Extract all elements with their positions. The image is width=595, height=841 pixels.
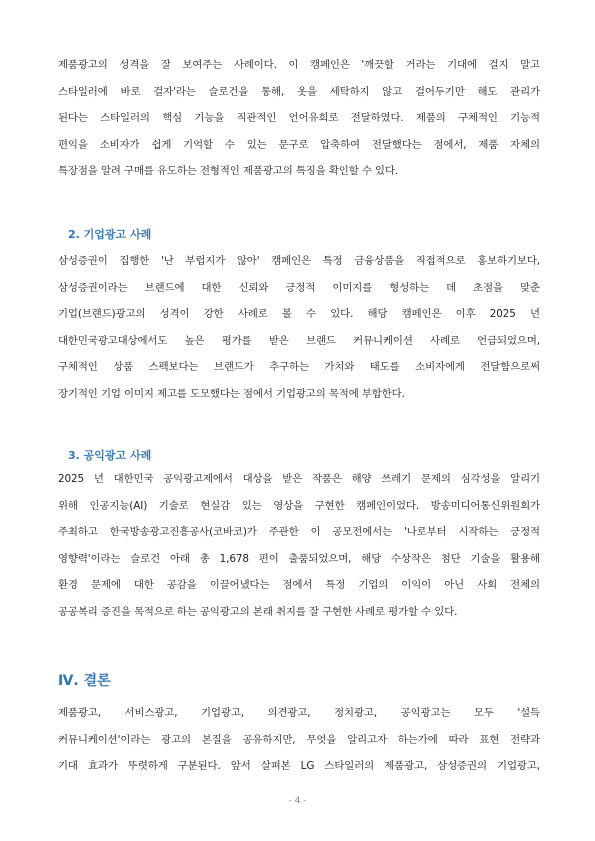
text-line: 기대 효과가 뚜렷하게 구분된다. 앞서 살펴본 LG 스타일러의 제품광고, 삼성증권의 기업광고, bbox=[58, 760, 540, 772]
text-line: 삼성증권이라는 브랜드에 대한 신뢰와 긍정적 이미지를 형성하는 데 초점을 맞춘 bbox=[58, 281, 540, 294]
text-line: 공공복리 증진을 목적으로 하는 공익광고의 본래 취지를 잘 구현한 사례로 평가할 수 있다. bbox=[58, 605, 458, 618]
text-line: 장기적인 기업 이미지 제고를 도모했다는 점에서 기업광고의 목적에 부합한다. bbox=[58, 387, 405, 400]
text-line: 삼성증권이 집행한 '난 부럽지가 않아' 캠페인은 특정 금융상품을 직접적으로 홍보하기보다, bbox=[58, 255, 540, 267]
paragraph-product-ad-example bbox=[58, 52, 540, 185]
page-number: - 4 - bbox=[288, 796, 307, 806]
chapter-heading-conclusion: Ⅳ. 결론 bbox=[58, 673, 111, 689]
section-heading-corporate-ad: 2. 기업광고 사례 bbox=[68, 228, 152, 241]
section-heading-public-service-ad: 3. 공익광고 사례 bbox=[68, 449, 152, 462]
text-line: 스타일러에 바로 걸자'라는 슬로건을 통해, 옷을 세탁하지 않고 걸어두기만 해도 관리가 bbox=[58, 85, 540, 98]
paragraph-corporate-ad bbox=[58, 248, 540, 407]
text-line: 구체적인 상품 스펙보다는 브랜드가 추구하는 가치와 태도를 소비자에게 전달함으로써 bbox=[58, 361, 540, 373]
paragraph-conclusion bbox=[58, 700, 540, 780]
text-line: 된다는 스타일러의 핵심 기능을 직관적인 언어유희로 전달하였다. 제품의 구체적인 기능적 bbox=[58, 112, 540, 124]
text-line: 제품광고, 서비스광고, 기업광고, 의견광고, 정치광고, 공익광고는 모두 '설득 bbox=[58, 707, 540, 719]
text-line: 환경 문제에 대한 공감을 이끌어냈다는 점에서 특정 기업의 이익이 아닌 사회 전체의 bbox=[58, 579, 540, 591]
text-line: 특장점을 알려 구매를 유도하는 전형적인 제품광고의 특징을 확인할 수 있다. bbox=[58, 165, 399, 177]
text-line: 커뮤니케이션'이라는 광고의 본질을 공유하지만, 무엇을 알리고자 하는가에 따라 표현 전략과 bbox=[58, 733, 540, 746]
text-line: 영향력'이라는 슬로건 아래 총 1,678 편이 출품되었으며, 해당 수상작은 첨단 기술을 활용해 bbox=[58, 552, 540, 565]
text-line: 주최하고 한국방송광고진흥공사(코바코)가 주관한 이 공모전에서는 '나로부터 시작하는 긍정적 bbox=[58, 526, 540, 538]
text-line: 제품광고의 성격을 잘 보여주는 사례이다. 이 캠페인은 '깨끗할 거라는 기대에 걸지 말고 bbox=[58, 59, 540, 71]
text-line: 2025 년 대한민국 공익광고제에서 대상을 받은 작품은 해양 쓰레기 문제의 심각성을 알리기 bbox=[58, 473, 540, 485]
paragraph-public-service-ad bbox=[58, 466, 540, 625]
text-line: 위해 인공지능(AI) 기술로 현실감 있는 영상을 구현한 캠페인이었다. 방송미디어통신위원회가 bbox=[58, 499, 540, 512]
text-line: 대한민국광고대상에서도 높은 평가를 받은 브랜드 커뮤니케이션 사례로 언급되었으며, bbox=[58, 334, 540, 347]
text-line: 기업(브랜드)광고의 성격이 강한 사례로 볼 수 있다. 해당 캠페인은 이후 2025 년 bbox=[58, 308, 540, 320]
text-line: 편익을 소비자가 쉽게 기억할 수 있는 문구로 압축하여 전달했다는 점에서, 제품 자체의 bbox=[58, 138, 540, 151]
